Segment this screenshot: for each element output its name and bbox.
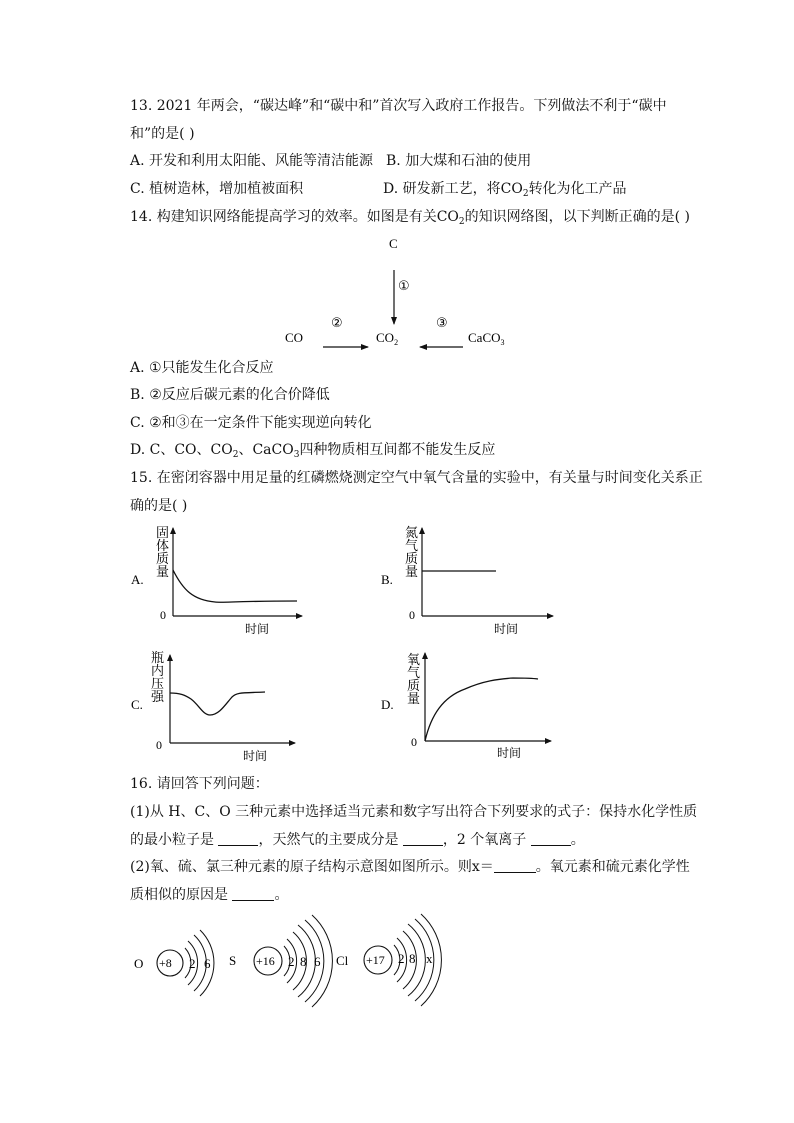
graph-a-label: A. (131, 572, 144, 587)
atom-o-shell-2: 6 (204, 956, 211, 971)
atom-s-charge: +16 (256, 954, 275, 968)
q14-option-d-text3: 四种物质相互间都不能发生反应 (299, 442, 496, 458)
answer-blank-4[interactable] (494, 858, 536, 873)
q16-part1-line1: (1)从 H、C、O 三种元素中选择适当元素和数字写出符合下列要求的式子：保持水化学性质 (130, 804, 698, 820)
atom-cl-shell-2: 8 (409, 951, 416, 966)
atom-cl-shell-1: 2 (398, 951, 405, 966)
graph-c-xlabel: 时间 (243, 749, 268, 763)
atom-cl-symbol: Cl (336, 953, 349, 968)
answer-blank-3[interactable] (531, 831, 571, 846)
q16-part2-line1 (130, 858, 690, 876)
graph-a-origin: 0 (160, 608, 166, 622)
graph-b-ylabel-1: 氮 (405, 526, 419, 541)
q14-option-a[interactable]: A. ①只能发生化合反应 (130, 360, 274, 376)
answer-blank-1[interactable] (218, 831, 258, 846)
q16-part1-text-a: 的最小粒子是 (130, 832, 219, 848)
diagram-label-3: ③ (436, 316, 448, 331)
q16-part1-text-b: ，天然气的主要成分是 (258, 832, 403, 848)
graph-c-ylabel-3: 压 (151, 677, 165, 692)
q14-option-c[interactable]: C. ②和③在一定条件下能实现逆向转化 (130, 415, 372, 431)
diagram-node-co2: $CO_2$ (376, 330, 399, 347)
q14-stem-text2: 的知识网络图，以下判断正确的是( ) (464, 209, 691, 225)
q15-stem-line2: 确的是( ) (130, 498, 188, 514)
graph-b-ylabel-2: 气 (405, 539, 419, 554)
q14-option-d[interactable] (130, 441, 495, 464)
atom-s-shell-3: 6 (314, 954, 321, 969)
q16-part2-text-c: 质相似的原因是 (130, 887, 233, 903)
answer-blank-2[interactable] (403, 831, 443, 846)
q14-knowledge-diagram (270, 230, 530, 350)
q16-part1-text-c: ，2 个氧离子 (442, 832, 531, 848)
q15-graph-c[interactable] (125, 645, 310, 765)
q14-stem (130, 208, 690, 231)
graph-b-ylabel-4: 量 (405, 565, 419, 580)
q16-stem: 16. 请回答下列问题： (130, 776, 269, 792)
q16-part2-text-a: (2)氧、硫、氯三种元素的原子结构示意图如图所示。则x＝ (130, 859, 494, 875)
atom-s-shell-1: 2 (288, 954, 295, 969)
q16-part1-text-d: 。 (570, 832, 585, 848)
graph-b-label: B. (381, 572, 393, 587)
atom-s-shell-2: 8 (300, 954, 307, 969)
q13-option-d-text2: 转化为化工产品 (528, 181, 627, 197)
graph-d-ylabel-4: 量 (407, 692, 421, 707)
graph-d-label: D. (381, 697, 394, 712)
graph-a-curve (173, 570, 297, 602)
graph-a-ylabel-4: 量 (156, 565, 170, 580)
q15-graph-d[interactable] (373, 645, 558, 765)
q15-graph-b[interactable] (373, 518, 558, 638)
atom-cl-charge: +17 (366, 953, 385, 967)
atom-cl-shell-3: x (426, 951, 433, 966)
q13-stem-line2: 和”的是( ) (130, 126, 195, 142)
graph-d-ylabel-1: 氧 (407, 653, 421, 668)
q14-option-d-text2: 、CaCO (238, 442, 294, 458)
graph-a-ylabel-1: 固 (156, 526, 170, 541)
q15-stem-line1: 15. 在密闭容器中用足量的红磷燃烧测定空气中氧气含量的实验中，有关量与时间变化关系正 (130, 470, 703, 486)
diagram-node-co: CO (285, 330, 304, 345)
graph-c-ylabel-4: 强 (151, 690, 165, 705)
q14-option-d-sub1: 2 (232, 450, 239, 460)
atom-s-symbol: S (229, 953, 237, 968)
graph-a-ylabel-3: 质 (156, 552, 170, 567)
q14-stem-sub: 2 (458, 217, 465, 227)
q13-option-d-text: D. 研发新工艺，将CO (383, 181, 523, 197)
q14-option-d-sub2: 3 (293, 450, 300, 460)
graph-d-ylabel-2: 气 (407, 666, 421, 681)
q13-option-d-sub: 2 (522, 189, 529, 199)
graph-b-xlabel: 时间 (494, 622, 519, 636)
atom-o-symbol: O (134, 956, 144, 971)
graph-c-curve (170, 692, 265, 715)
graph-d-xlabel: 时间 (497, 746, 522, 760)
graph-d-origin: 0 (411, 735, 417, 749)
q13-option-c[interactable]: C. 植树造林，增加植被面积 (130, 181, 304, 197)
atom-structure-diagrams (125, 910, 455, 1010)
q16-part2-text-b: 。氧元素和硫元素化学性 (535, 859, 690, 875)
graph-c-ylabel-2: 内 (151, 664, 165, 679)
q16-part2-text-d: 。 (274, 887, 289, 903)
graph-c-label: C. (131, 697, 143, 712)
atom-o-charge: +8 (159, 956, 172, 970)
diagram-node-caco3: CaCO$_3$ (468, 330, 505, 347)
q13-option-b[interactable]: B. 加大煤和石油的使用 (386, 153, 532, 169)
q14-option-b[interactable]: B. ②反应后碳元素的化合价降低 (130, 387, 330, 403)
q16-part1-line2 (130, 831, 585, 849)
graph-b-origin: 0 (409, 608, 415, 622)
atom-o-shell-1: 2 (189, 956, 196, 971)
answer-blank-5[interactable] (232, 886, 274, 901)
graph-c-ylabel-1: 瓶 (151, 651, 165, 666)
diagram-label-1: ① (398, 279, 410, 294)
diagram-node-c: C (389, 236, 398, 251)
q13-option-d[interactable] (383, 180, 627, 203)
graph-a-ylabel-2: 体 (156, 539, 170, 554)
graph-d-ylabel-3: 质 (407, 679, 421, 694)
q13-stem-line1: 13. 2021 年两会，“碳达峰”和“碳中和”首次写入政府工作报告。下列做法不利于“碳中 (130, 98, 667, 114)
q15-graph-a[interactable] (125, 518, 310, 638)
q13-option-a[interactable]: A. 开发和利用太阳能、风能等清洁能源 (130, 153, 374, 169)
q14-option-d-text: D. C、CO、CO (130, 442, 233, 458)
graph-a-xlabel: 时间 (245, 622, 270, 636)
q16-part2-line2 (130, 886, 288, 904)
graph-c-origin: 0 (156, 738, 162, 752)
graph-b-ylabel-3: 质 (405, 552, 419, 567)
graph-d-curve (425, 678, 538, 741)
q14-stem-text: 14. 构建知识网络能提高学习的效率。如图是有关CO (130, 209, 459, 225)
diagram-label-2: ② (331, 316, 343, 331)
